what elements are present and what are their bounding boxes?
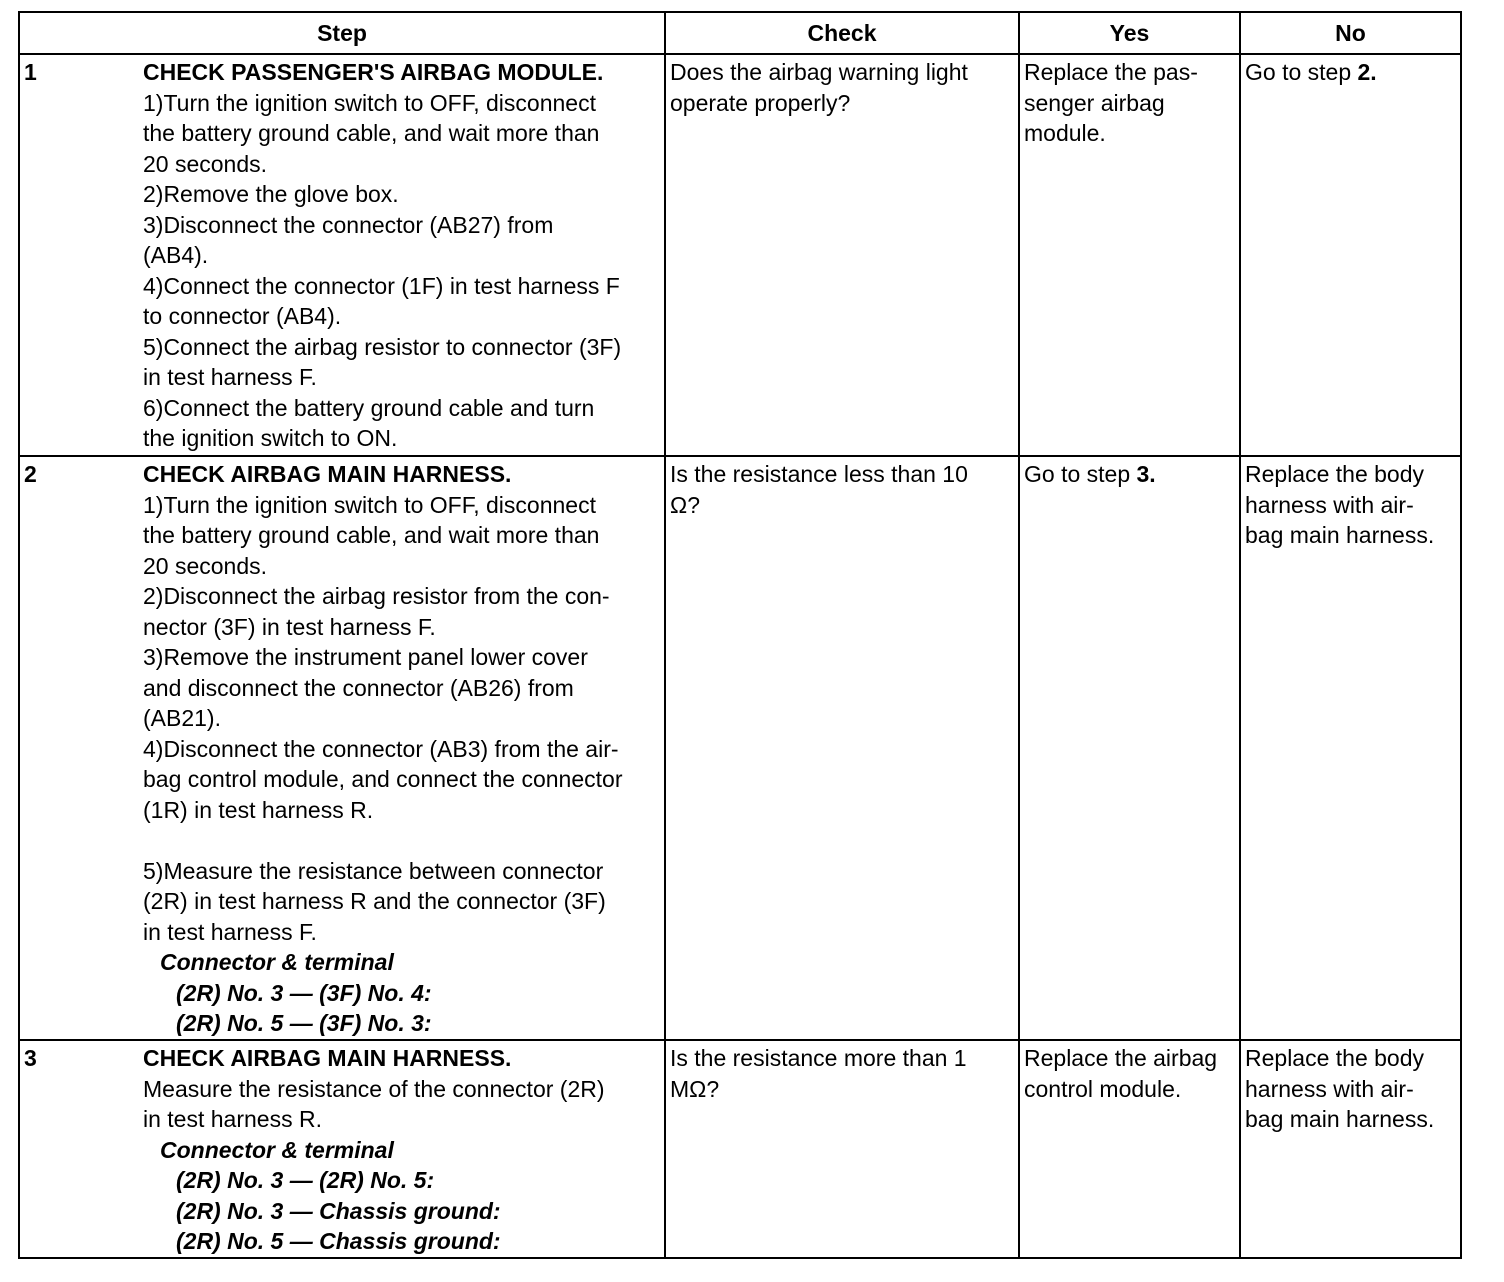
connector-terminal-item: (2R) No. 3 — Chassis ground:: [176, 1197, 501, 1224]
no-line: bag main harness.: [1245, 522, 1435, 548]
yes-cell: [1019, 54, 1240, 456]
yes-step-ref: 3.: [1136, 461, 1156, 487]
yes-line: senger airbag: [1024, 89, 1165, 116]
step-instructions: [143, 459, 660, 1039]
table-row: [19, 54, 1461, 456]
no-line: Replace the body: [1245, 461, 1425, 487]
header-row: [19, 12, 1461, 54]
yes-cell: [1019, 1040, 1240, 1258]
step-line: the battery ground cable, and wait more than: [143, 120, 600, 146]
step-line: in test harness F.: [143, 364, 317, 390]
step-line: (2R) in test harness R and the connector (3F): [143, 888, 606, 914]
step-number: 2: [24, 461, 37, 487]
no-step-ref: 2.: [1357, 59, 1377, 85]
connector-terminal-item: (2R) No. 5 — Chassis ground:: [176, 1228, 501, 1254]
step-line: (1R) in test harness R.: [143, 796, 374, 823]
check-cell: [665, 1040, 1019, 1258]
no-line: [1245, 57, 1456, 88]
yes-cell: [1019, 456, 1240, 1040]
yes-line: [1024, 459, 1235, 490]
connector-terminal-item: (2R) No. 5 — (3F) No. 3:: [176, 1010, 432, 1036]
check-line: MΩ?: [670, 1075, 720, 1102]
connector-terminal-item: (2R) No. 3 — (2R) No. 5:: [176, 1167, 435, 1193]
no-text: Go to step: [1245, 59, 1358, 85]
header-no: No: [1240, 12, 1461, 54]
step-line: (AB21).: [143, 705, 221, 731]
yes-line: control module.: [1024, 1075, 1182, 1102]
blank-line: [143, 825, 660, 856]
step-line: 4)Connect the connector (1F) in test harness F: [143, 272, 620, 299]
step-line: 20 seconds.: [143, 552, 268, 579]
step-line: and disconnect the connector (AB26) from: [143, 674, 574, 701]
step-line: 2)Disconnect the airbag resistor from the con-: [143, 583, 610, 609]
step-number: 3: [24, 1045, 37, 1071]
no-line: harness with air-: [1245, 1075, 1414, 1102]
step-line: 3)Disconnect the connector (AB27) from: [143, 211, 554, 238]
step-line: 4)Disconnect the connector (AB3) from the air-: [143, 735, 619, 762]
step-line: 1)Turn the ignition switch to OFF, disconnect: [143, 89, 596, 116]
check-cell: [665, 54, 1019, 456]
no-line: bag main harness.: [1245, 1106, 1435, 1132]
step-title: CHECK PASSENGER'S AIRBAG MODULE.: [143, 59, 604, 85]
step-line: 5)Measure the resistance between connector: [143, 857, 604, 884]
connector-terminal-heading: Connector & terminal: [160, 1136, 394, 1163]
step-instructions: [143, 1043, 660, 1257]
step-line: to connector (AB4).: [143, 303, 342, 329]
table-row: [19, 456, 1461, 1040]
step-line: 2)Remove the glove box.: [143, 181, 399, 207]
step-line: 1)Turn the ignition switch to OFF, disconnect: [143, 491, 596, 518]
step-title: CHECK AIRBAG MAIN HARNESS.: [143, 461, 512, 487]
connector-terminal-heading: Connector & terminal: [160, 949, 394, 975]
diagnostic-procedure-table: [18, 11, 1462, 1259]
step-line: 20 seconds.: [143, 150, 268, 177]
check-line: Ω?: [670, 491, 700, 518]
step-cell: [19, 54, 665, 456]
step-line: Measure the resistance of the connector (2R): [143, 1075, 605, 1102]
step-line: nector (3F) in test harness F.: [143, 613, 436, 640]
no-cell: [1240, 456, 1461, 1040]
step-title: CHECK AIRBAG MAIN HARNESS.: [143, 1045, 512, 1071]
no-line: harness with air-: [1245, 491, 1414, 518]
header-step: Step: [19, 12, 665, 54]
check-line: Does the airbag warning light: [670, 59, 968, 85]
step-line: bag control module, and connect the connector: [143, 766, 623, 792]
step-line: the battery ground cable, and wait more than: [143, 522, 600, 548]
check-line: Is the resistance more than 1: [670, 1045, 967, 1071]
step-line: in test harness F.: [143, 918, 317, 945]
step-line: 3)Remove the instrument panel lower cover: [143, 644, 588, 670]
step-line: (AB4).: [143, 242, 209, 268]
step-number: 1: [24, 59, 37, 85]
yes-line: Replace the pas-: [1024, 59, 1198, 85]
yes-line: module.: [1024, 120, 1106, 146]
header-check: Check: [665, 12, 1019, 54]
yes-text: Go to step: [1024, 461, 1137, 487]
step-cell: [19, 456, 665, 1040]
connector-terminal-item: (2R) No. 3 — (3F) No. 4:: [176, 979, 432, 1006]
yes-line: Replace the airbag: [1024, 1045, 1218, 1071]
header-yes: Yes: [1019, 12, 1240, 54]
table-row: [19, 1040, 1461, 1258]
step-line: in test harness R.: [143, 1106, 322, 1132]
check-line: Is the resistance less than 10: [670, 461, 968, 487]
step-line: the ignition switch to ON.: [143, 425, 398, 451]
step-line: 6)Connect the battery ground cable and turn: [143, 394, 595, 421]
no-cell: [1240, 54, 1461, 456]
step-cell: [19, 1040, 665, 1258]
no-line: Replace the body: [1245, 1045, 1425, 1071]
step-instructions: [143, 57, 660, 454]
check-cell: [665, 456, 1019, 1040]
check-line: operate properly?: [670, 89, 851, 116]
step-line: 5)Connect the airbag resistor to connector (3F): [143, 333, 622, 360]
no-cell: [1240, 1040, 1461, 1258]
